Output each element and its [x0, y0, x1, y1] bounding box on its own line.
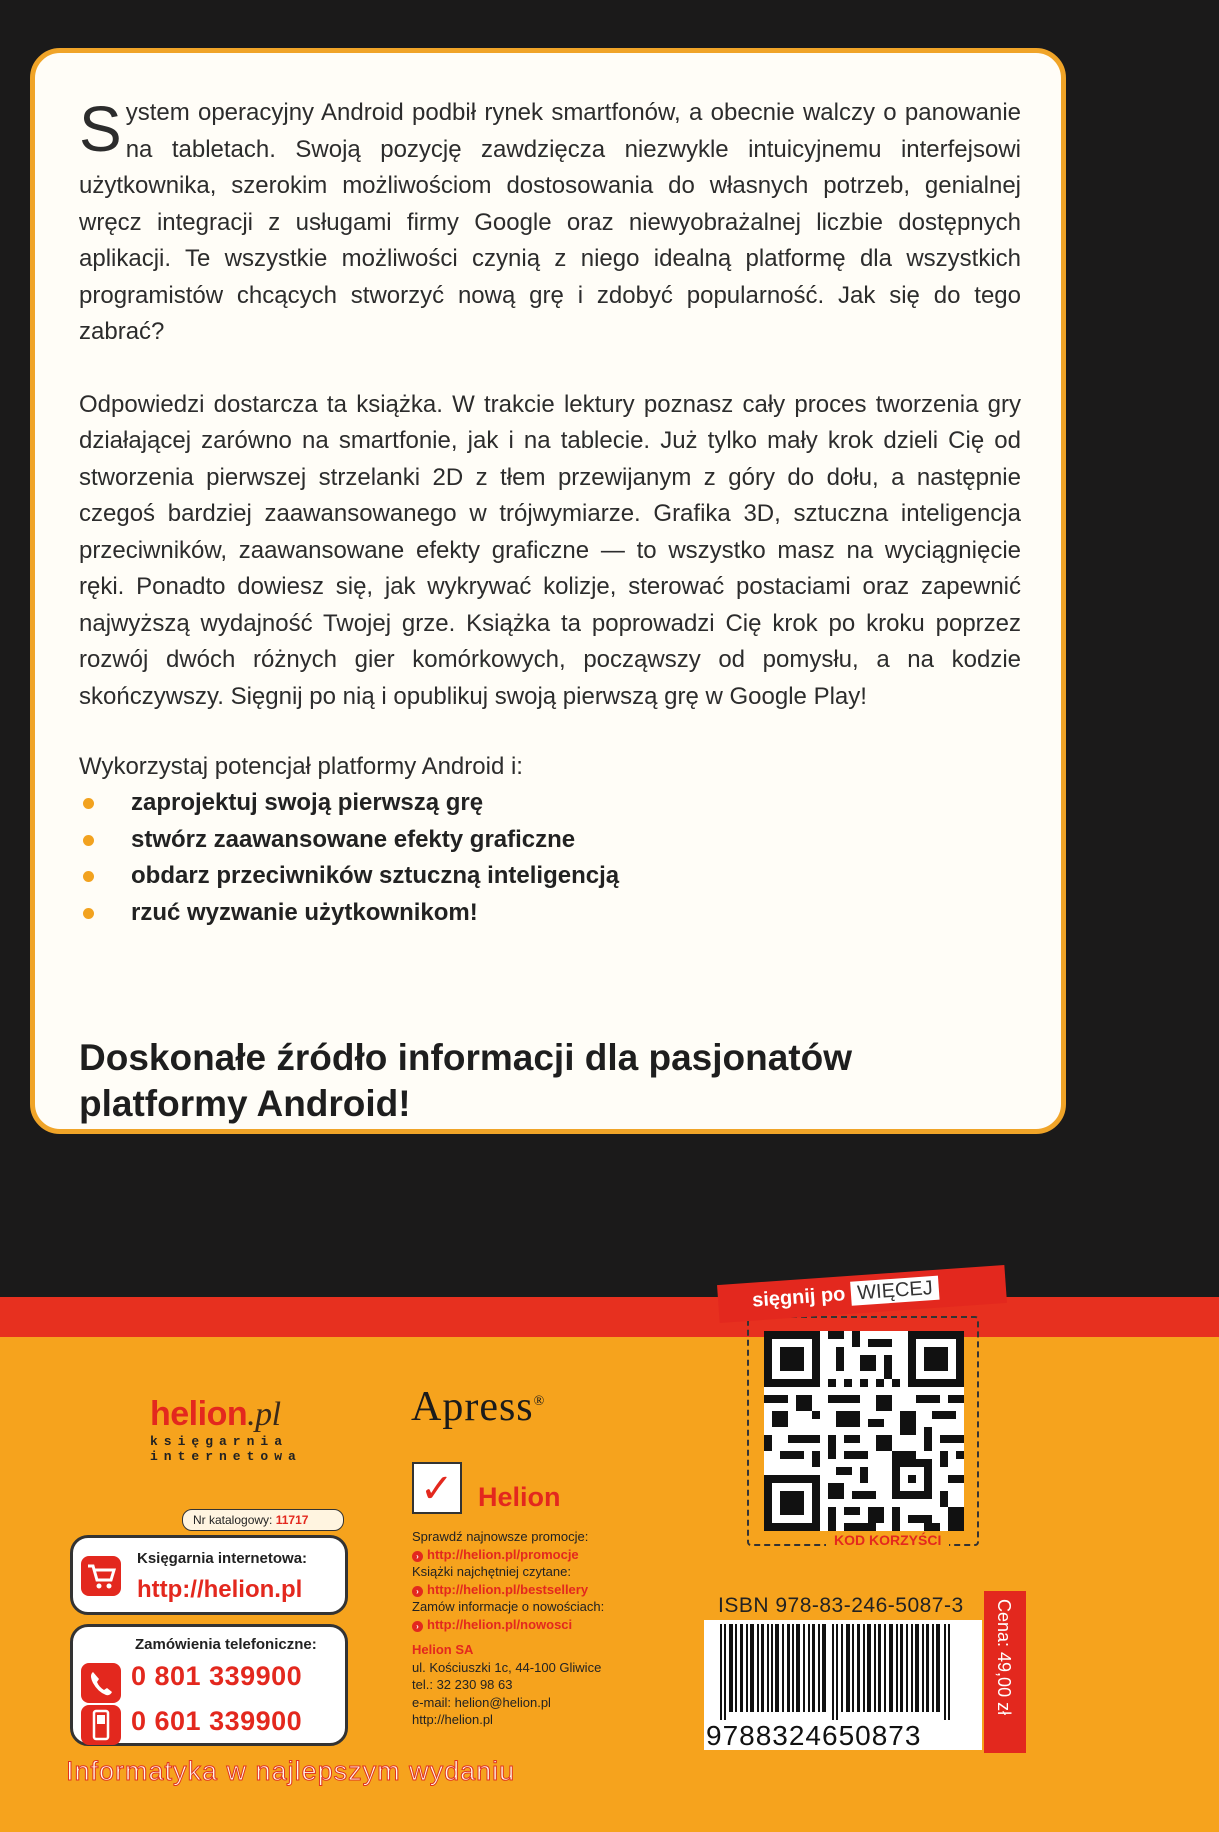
arrow-icon: ›	[412, 1621, 423, 1632]
slogan: Informatyka w najlepszym wydaniu	[66, 1756, 516, 1786]
news-link[interactable]: › http://helion.pl/nowosci	[412, 1616, 712, 1634]
list-item: rzuć wyzwanie użytkownikom!	[79, 895, 1021, 932]
paragraph-1-text: ystem operacyjny Android podbił rynek smartfonów, a obecnie walczy o panowanie na tabletach. Swoją pozycję zawdzięcza niezwykle intuicyjnemu interfejsowi użytkownika, szerokim możliwościom dostosowania do własnych potrzeb, genialnej wręcz integracji z usługami firmy Google oraz niewyobrażalnej liczbie dostępnych aplikacji. Te wszystkie możliwości czynią z niego idealną platformę dla wszystkich programistów chcących stworzyć nową grę i zdobyć popularność. Jak się do tego zabrać?	[79, 99, 1021, 345]
price-tag: Cena: 49,00 zł	[984, 1591, 1026, 1753]
description-panel	[30, 48, 1066, 1134]
description-paragraph-2: Odpowiedzi dostarcza ta książka. W trakcie lektury poznasz cały proces tworzenia gry działającej zarówno na smartfonie, jak i na tablecie. Już tylko mały krok dzieli Cię od stworzenia pierwszej strzelanki 2D z tłem przewijanym z góry do dołu, a następnie czegoś bardziej zaawansowanego w trójwymiarze. Grafika 3D, sztuczna inteligencja przeciwników, zaawansowane efekty graficzne — to wszystko masz na wyciągnięcie ręki. Ponadto dowiesz się, jak wykrywać kolizje, sterować postaciami oraz zapewnić najwyższą wydajność Twojej grze. Książka ta poprowadzi Cię krok po kroku poprzez rozwój dwóch różnych gier komórkowych, począwszy od pomysłu, a na kodzie skończywszy. Sięgnij po nią i opublikuj swoją pierwszą grę w Google Play!	[79, 390, 1021, 710]
feature-list	[79, 785, 1021, 931]
phone-icon	[81, 1663, 121, 1703]
arrow-icon: ›	[412, 1551, 423, 1562]
bullet-dot-icon	[83, 798, 94, 809]
helion-logo-icon: ✓	[412, 1462, 462, 1514]
description-paragraph-1	[79, 95, 1021, 351]
promo-link[interactable]: › http://helion.pl/promocje	[412, 1546, 712, 1564]
qr-banner: sięgnij po WIĘCEJ	[717, 1265, 1007, 1323]
list-item: obdarz przeciwników sztuczną inteligencją	[79, 858, 1021, 895]
shop-link[interactable]: http://helion.pl	[137, 1576, 303, 1603]
bestsellers-link[interactable]: › http://helion.pl/bestsellery	[412, 1581, 712, 1599]
qr-code[interactable]	[764, 1331, 964, 1531]
bullet-dot-icon	[83, 908, 94, 919]
arrow-icon: ›	[412, 1586, 423, 1597]
online-shop-box[interactable]	[70, 1535, 348, 1615]
shopping-cart-icon	[81, 1556, 121, 1596]
helion-pl-logo: helion.pl księgarnia internetowa	[150, 1395, 302, 1464]
list-item: zaprojektuj swoją pierwszą grę	[79, 785, 1021, 822]
isbn-text: ISBN 978-83-246-5087-3	[718, 1594, 964, 1617]
bullet-dot-icon	[83, 835, 94, 846]
list-item: stwórz zaawansowane efekty graficzne	[79, 822, 1021, 859]
catalog-number-badge: Nr katalogowy: 11717	[182, 1509, 344, 1531]
mobile-phone-icon	[81, 1705, 121, 1745]
phone-label: Zamówienia telefoniczne:	[135, 1636, 317, 1653]
tagline: Doskonałe źródło informacji dla pasjonatów platformy Android!	[79, 1037, 853, 1124]
drop-cap: S	[79, 93, 122, 165]
barcode-number: 9788324650873	[706, 1720, 922, 1751]
bullet-dot-icon	[83, 871, 94, 882]
bullet-lead: Wykorzystaj potencjał platformy Android i:	[79, 753, 523, 780]
qr-label: KOD KORZYŚCI	[826, 1532, 949, 1548]
apress-logo: Apress®	[411, 1384, 546, 1430]
publisher-address: Helion SA ul. Kościuszki 1c, 44-100 Gliwice tel.: 32 230 98 63 e-mail: helion@helion.pl http://helion.pl	[412, 1642, 602, 1727]
publisher-info: Sprawdź najnowsze promocje: › http://helion.pl/promocje Książki najchętniej czytane: › http://helion.pl/bestsellery Zamów informacje o nowościach: › http://helion.pl/nowosci Helion SA ul. Kościuszki 1c, 44-100 Gliwice tel.: 32 230 98 63 e-mail: helion@helion.pl http://helion.pl	[412, 1528, 712, 1729]
phone-order-box	[70, 1624, 348, 1746]
shop-label: Księgarnia internetowa:	[137, 1550, 308, 1567]
phone-number-1[interactable]: 0 801 339900	[131, 1661, 303, 1691]
red-band	[0, 1297, 1219, 1337]
helion-publisher-name: Helion	[478, 1482, 561, 1512]
phone-number-2[interactable]: 0 601 339900	[131, 1706, 303, 1736]
